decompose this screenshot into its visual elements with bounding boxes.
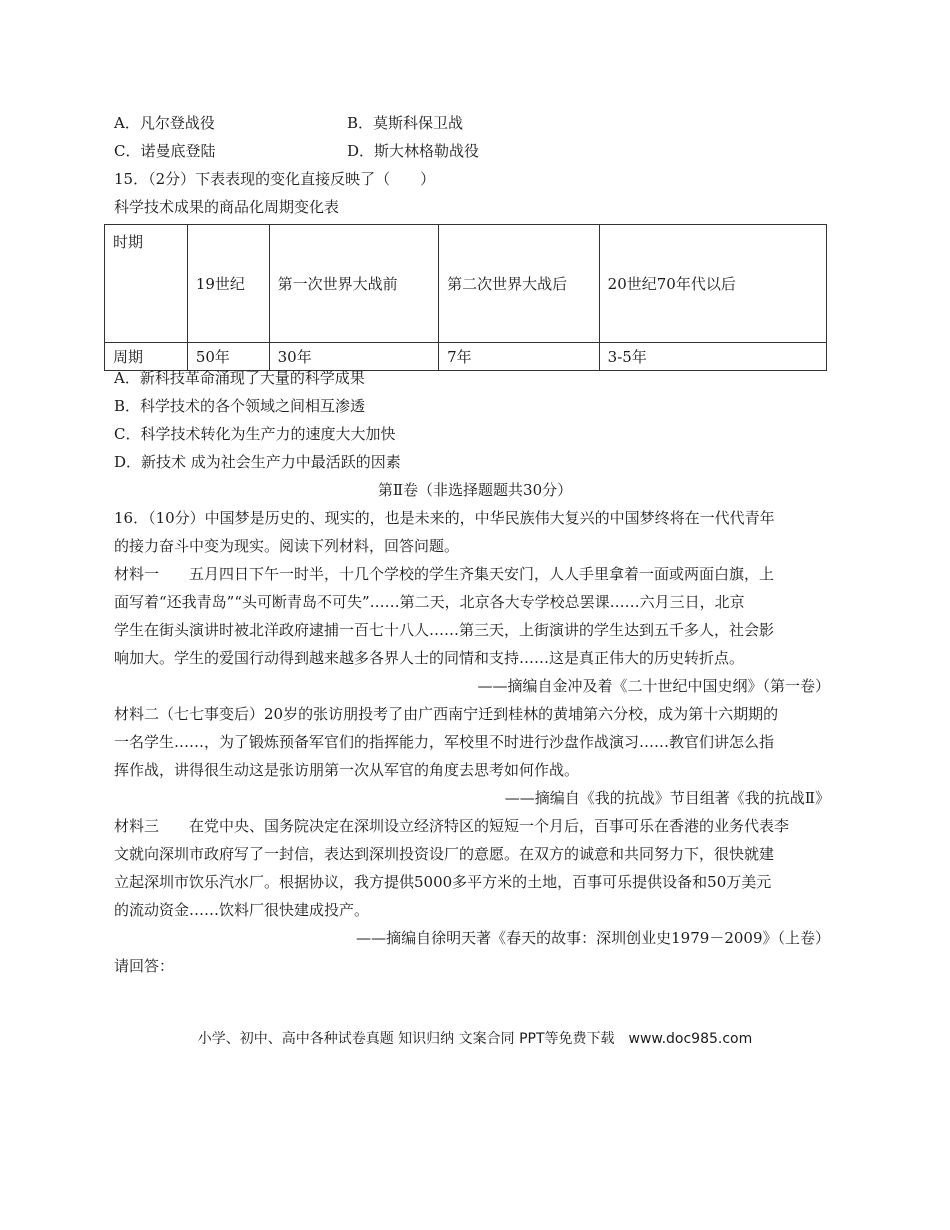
q16-stem-line: 的接力奋斗中变为现实。阅读下列材料，回答问题。 [114,537,460,555]
q14-option-d: D．斯大林格勒战役 [347,142,480,160]
material1-line: 学生在街头演讲时被北洋政府逮捕一百七十八人……第三天，上街演讲的学生达到五千多人，社会影 [114,621,775,639]
material1-line: 响加大。学生的爱国行动得到越来越多各界人士的同情和支持……这是真正伟大的历史转折点。 [114,649,745,667]
q16-ask: 请回答： [114,957,175,975]
material3-line: 文就向深圳市政府写了一封信，表达到深圳投资设厂的意愿。在双方的诚意和共同努力下，很快就建 [114,845,775,863]
table-cell: 周期 [105,343,188,371]
q15-option-b: B．科学技术的各个领域之间相互渗透 [114,397,366,415]
material3-line: 的流动资金……饮料厂很快建成投产。 [114,901,370,919]
commercialization-cycle-table [104,224,827,371]
material2-line: 挥作战，讲得很生动这是张访朋第一次从军官的角度去思考如何作战。 [114,761,580,779]
table-row [105,225,827,343]
material1-line: 材料一 五月四日下午一时半，十几个学校的学生齐集天安门，人人手里拿着一面或两面白旗，上 [114,565,775,583]
table-cell: 30年 [269,343,439,371]
material1-source: ——摘编自金冲及着《二十世纪中国史纲》（第一卷） [477,677,830,695]
q14-option-a: A．凡尔登战役 [114,114,215,132]
q14-option-b: B．莫斯科保卫战 [347,114,464,132]
material3-line: 材料三 在党中央、国务院决定在深圳设立经济特区的短短一个月后，百事可乐在香港的业务代表李 [114,817,790,835]
table-header-cell: 20世纪70年代以后 [599,225,826,343]
section-title: 第Ⅱ卷（非选择题题共30分） [377,481,573,499]
footer-download-link[interactable]: 小学、初中、高中各种试卷真题 知识归纳 文案合同 PPT等免费下载 www.doc985.com [197,1031,753,1047]
q15-option-d: D．新技术 成为社会生产力中最活跃的因素 [114,453,401,471]
q14-option-c: C．诺曼底登陆 [114,142,216,160]
material3-line: 立起深圳市饮乐汽水厂。根据协议，我方提供5000多平方米的土地，百事可乐提供设备和50万美元 [114,873,772,891]
q16-stem-line: 16．（10分）中国梦是历史的、现实的，也是未来的，中华民族伟大复兴的中国梦终将在一代代青年 [114,509,775,527]
table-cell: 7年 [439,343,600,371]
q15-stem: 15．（2分）下表表现的变化直接反映了（ ） [114,170,436,188]
table-header-cell: 时期 [105,225,188,343]
material2-line: 一名学生……，为了锻炼预备军官们的指挥能力，军校里不时进行沙盘作战演习……教官们讲怎么指 [114,733,775,751]
table-header-cell: 19世纪 [187,225,269,343]
table-header-cell: 第一次世界大战前 [269,225,439,343]
material1-line: 面写着“还我青岛”“头可断青岛不可失”……第二天，北京各大专学校总罢课……六月三日，北京 [114,593,745,611]
material2-source: ——摘编自《我的抗战》节目组著《我的抗战Ⅱ》 [504,789,830,807]
table-cell: 3-5年 [599,343,826,371]
table-header-cell: 第二次世界大战后 [439,225,600,343]
q15-option-a: A．新科技革命涌现了大量的科学成果 [114,369,365,387]
table-row [105,343,827,371]
material3-source: ——摘编自徐明天著《春天的故事：深圳创业史1979－2009》（上卷） [356,929,830,947]
table-cell: 50年 [187,343,269,371]
q15-table-title: 科学技术成果的商品化周期变化表 [114,198,340,216]
material2-line: 材料二（七七事变后）20岁的张访朋投考了由广西南宁迁到桂林的黄埔第六分校，成为第十六期期的 [114,705,779,723]
q15-option-c: C．科学技术转化为生产力的速度大大加快 [114,425,396,443]
